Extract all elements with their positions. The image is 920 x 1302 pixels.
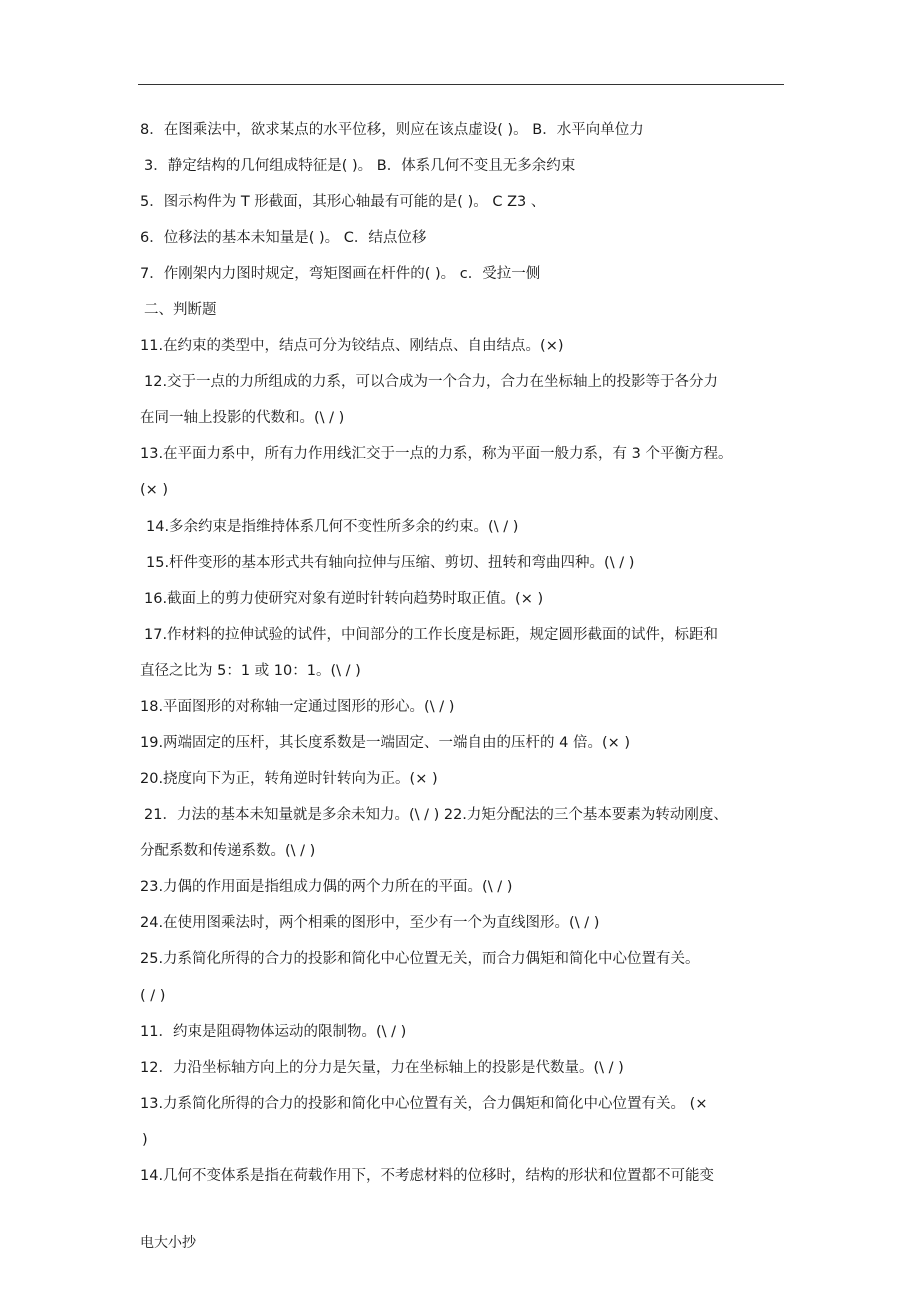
- text-line: 14.几何不变体系是指在荷载作用下，不考虑材料的位移时，结构的形状和位置都不可能变: [140, 1168, 715, 1184]
- text-line: 21．力法的基本未知量就是多余未知力。(\ / ) 22.力矩分配法的三个基本要素为转动刚度、: [144, 807, 728, 823]
- text-line: 6．位移法的基本未知量是( )。 C．结点位移: [140, 230, 427, 246]
- text-line: 12.交于一点的力所组成的力系，可以合成为一个合力，合力在坐标轴上的投影等于各分力: [144, 374, 719, 390]
- text-line: 3．静定结构的几何组成特征是( )。 B．体系几何不变且无多余约束: [144, 158, 576, 174]
- text-line: (× ): [140, 482, 169, 498]
- text-line: 8．在图乘法中，欲求某点的水平位移，则应在该点虚设( )。 B．水平向单位力: [140, 122, 644, 138]
- text-line: 分配系数和传递系数。(\ / ): [140, 843, 316, 859]
- text-line: 24.在使用图乘法时，两个相乘的图形中，至少有一个为直线图形。(\ / ): [140, 915, 600, 931]
- text-line: 13.在平面力系中，所有力作用线汇交于一点的力系，称为平面一般力系，有 3 个平衡方程。: [140, 446, 733, 462]
- text-line: 15.杆件变形的基本形式共有轴向拉伸与压缩、剪切、扭转和弯曲四种。(\ / ): [146, 555, 635, 571]
- page-footer: 电大小抄: [140, 1235, 196, 1251]
- text-line: 25.力系简化所得的合力的投影和简化中心位置无关，而合力偶矩和简化中心位置有关。: [140, 951, 700, 967]
- text-line: 18.平面图形的对称轴一定通过图形的形心。(\ / ): [140, 699, 455, 715]
- header-rule: [138, 84, 784, 85]
- text-line: 20.挠度向下为正，转角逆时针转向为正。(× ): [140, 771, 438, 787]
- text-line: ): [142, 1132, 148, 1148]
- text-line: 5．图示构件为 T 形截面，其形心轴最有可能的是( )。 C Z3 、: [140, 194, 546, 210]
- text-line: 16.截面上的剪力使研究对象有逆时针转向趋势时取正值。(× ): [144, 591, 544, 607]
- text-line: 11．约束是阻碍物体运动的限制物。(\ / ): [140, 1024, 407, 1040]
- text-line: ( / ): [140, 988, 166, 1004]
- text-line: 23.力偶的作用面是指组成力偶的两个力所在的平面。(\ / ): [140, 879, 513, 895]
- text-line: 17.作材料的拉伸试验的试件，中间部分的工作长度是标距，规定圆形截面的试件，标距和: [144, 627, 719, 643]
- text-line: 11.在约束的类型中，结点可分为铰结点、刚结点、自由结点。(×): [140, 338, 564, 354]
- text-line: 14.多余约束是指维持体系几何不变性所多余的约束。(\ / ): [146, 519, 519, 535]
- section-heading: 二、判断题: [144, 302, 217, 318]
- text-line: 19.两端固定的压杆，其长度系数是一端固定、一端自由的压杆的 4 倍。(× ): [140, 735, 631, 751]
- text-line: 7．作刚架内力图时规定，弯矩图画在杆件的( )。 c．受拉一侧: [140, 266, 541, 282]
- text-line: 12．力沿坐标轴方向上的分力是矢量，力在坐标轴上的投影是代数量。(\ / ): [140, 1060, 624, 1076]
- text-line: 在同一轴上投影的代数和。(\ / ): [140, 410, 345, 426]
- text-line: 13.力系简化所得的合力的投影和简化中心位置有关，合力偶矩和简化中心位置有关。 (×: [140, 1096, 708, 1112]
- text-line: 直径之比为 5：1 或 10：1。(\ / ): [140, 663, 361, 679]
